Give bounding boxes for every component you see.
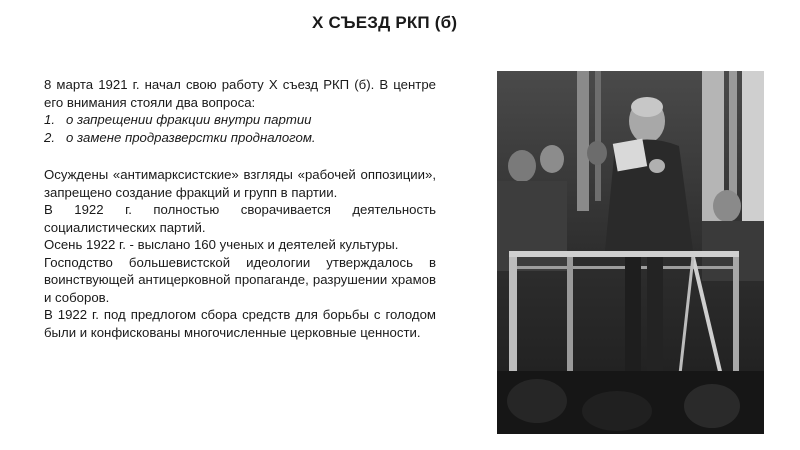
list-text: о замене продразверстки продналогом. xyxy=(66,129,316,145)
paragraph: Осень 1922 г. - выслано 160 ученых и деятелей культуры. xyxy=(44,237,399,252)
speaker-at-podium-photo xyxy=(497,71,764,434)
list-number: 2. xyxy=(44,129,55,145)
paragraph: В 1922 г. под предлогом сбора средств для борьбы с голодом были и конфискованы многочисленные церковные ценности. xyxy=(44,307,436,340)
list-item xyxy=(44,111,436,129)
paragraph: Осуждены «антимарксистские» взгляды «рабочей оппозиции», запрещено создание фракций и групп в партии. xyxy=(44,167,436,200)
list-number: 1. xyxy=(44,112,55,127)
paragraph: Господство большевистской идеологии утверждалось в воинствующей антицерковной пропаганде, разрушении храмов и соборов. xyxy=(44,254,436,305)
questions-list xyxy=(44,111,436,146)
slide-title: X СЪЕЗД РКП (б) xyxy=(312,13,458,32)
list-text: о запрещении фракции внутри партии xyxy=(66,112,312,127)
list-item xyxy=(44,129,436,147)
paragraph: В 1922 г. полностью сворачивается деятельность социалистических партий. xyxy=(44,202,436,235)
historical-photo xyxy=(497,71,764,434)
consequences-block xyxy=(44,166,436,341)
intro-block xyxy=(44,76,436,146)
intro-text: 8 марта 1921 г. начал свою работу Х съезд РКП (б). В центре его внимания стояли два вопроса: xyxy=(44,77,436,110)
